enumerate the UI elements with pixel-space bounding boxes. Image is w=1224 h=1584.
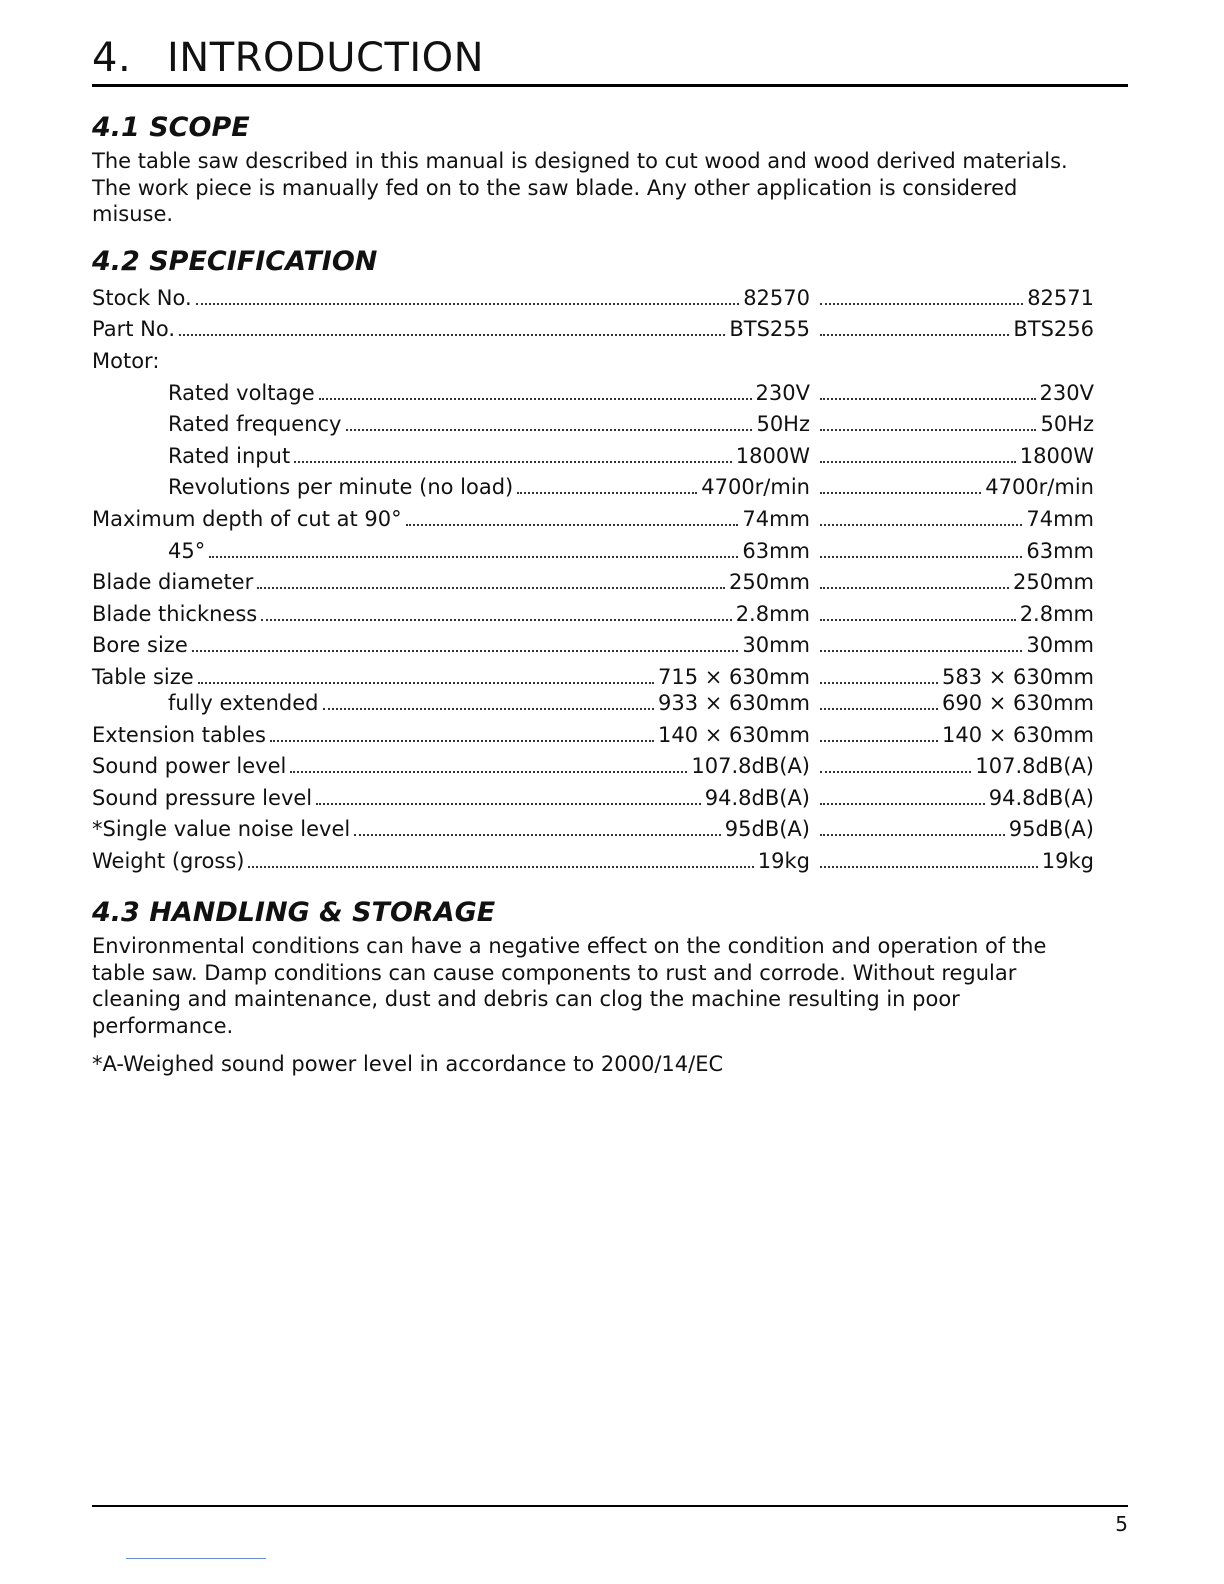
spec-row-rated-frequency [92,412,1094,442]
spec-value-82571: 30mm [1026,633,1094,657]
handling-line: Environmental conditions can have a negative effect on the condition and operation of the [92,934,1047,958]
spec-value-82571: 583 × 630mm [941,665,1094,689]
spec-value-82570: 1800W [735,444,810,468]
spec-label: Sound power level [92,754,290,778]
spec-value-82570: 107.8dB(A) [691,754,810,778]
spec-row-bore-size [92,633,1094,663]
spec-value-82571: 230V [1039,381,1094,405]
spec-value-82571: 2.8mm [1019,602,1094,626]
spec-label: Rated frequency [92,412,346,436]
footnote: *A-Weighed sound power level in accordance to 2000/14/EC [92,1052,724,1076]
spec-value-82571: 1800W [1019,444,1094,468]
spec-row-table-size-extended [92,691,1094,721]
spec-row-weight [92,849,1094,879]
footer-divider [92,1505,1128,1507]
spec-value-82570: 82570 [743,286,810,310]
spec-label: Stock No. [92,286,196,310]
spec-value-82571: 140 × 630mm [941,723,1094,747]
spec-row-max-depth-90 [92,507,1094,537]
spec-label: Motor: [92,349,163,373]
blue-line-decoration [126,1558,266,1559]
spec-label: Rated voltage [92,381,319,405]
spec-value-82571: 50Hz [1040,412,1094,436]
spec-row-extension-tables [92,723,1094,753]
chapter-number: 4. [92,35,132,81]
spec-label: Sound pressure level [92,786,316,810]
chapter-title: INTRODUCTION [167,35,485,81]
spec-value-82570: 94.8dB(A) [704,786,810,810]
spec-value-82571: 250mm [1013,570,1094,594]
scope-line: The work piece is manually fed on to the saw blade. Any other application is considered [92,175,1018,200]
spec-value-82570: 715 × 630mm [657,665,810,689]
spec-label: Rated input [92,444,294,468]
spec-row-rpm [92,475,1094,505]
spec-value-82571: 690 × 630mm [941,691,1094,715]
spec-label: Blade thickness [92,602,261,626]
scope-line: misuse. [92,202,174,226]
spec-row-max-depth-45 [92,539,1094,569]
spec-value-82571: 63mm [1026,539,1094,563]
spec-value-82570: 19kg [757,849,810,873]
scope-line: The table saw described in this manual is designed to cut wood and wood derived materials. [92,149,1068,173]
spec-label: Weight (gross) [92,849,248,873]
spec-value-82570: 95dB(A) [724,817,810,841]
handling-line: cleaning and maintenance, dust and debris can clog the machine resulting in poor [92,987,960,1011]
spec-value-82570: 250mm [729,570,810,594]
spec-value-82571: 4700r/min [985,475,1094,499]
spec-label: Table size [92,665,198,689]
spec-label: fully extended [92,691,323,715]
spec-value-82570: 933 × 630mm [657,691,810,715]
scope-heading: 4.1 SCOPE [92,112,250,143]
spec-value-82571: 94.8dB(A) [988,786,1094,810]
spec-value-82570: 50Hz [756,412,810,436]
handling-heading: 4.3 HANDLING & STORAGE [92,897,496,928]
spec-value-82570: 2.8mm [735,602,810,626]
spec-value-82570: 74mm [742,507,810,531]
spec-row-rated-input [92,444,1094,474]
spec-value-82571: 95dB(A) [1008,817,1094,841]
spec-label: Bore size [92,633,192,657]
spec-label: Maximum depth of cut at 90° [92,507,406,531]
spec-value-82570: 230V [755,381,810,405]
spec-row-sound-pressure [92,786,1094,816]
spec-value-82571: BTS256 [1013,317,1094,341]
spec-row-blade-diameter [92,570,1094,600]
spec-label: Part No. [92,317,179,341]
spec-label: 45° [92,539,209,563]
title-divider [92,84,1128,87]
spec-value-82571: 107.8dB(A) [975,754,1094,778]
spec-row-stock-no [92,286,1094,316]
spec-row-motor [92,349,1094,379]
spec-label: Extension tables [92,723,270,747]
spec-value-82571: 74mm [1026,507,1094,531]
spec-value-82570: 30mm [742,633,810,657]
spec-row-rated-voltage [92,381,1094,411]
handling-paragraph [92,933,1132,1039]
spec-value-82570: 4700r/min [701,475,810,499]
scope-paragraph [92,148,1132,228]
handling-line: performance. [92,1013,234,1038]
handling-line: table saw. Damp conditions can cause components to rust and corrode. Without regular [92,960,1017,985]
spec-label: Blade diameter [92,570,257,594]
page-number: 5 [1115,1512,1128,1536]
spec-label: *Single value noise level [92,817,354,841]
spec-label: Revolutions per minute (no load) [92,475,517,499]
specification-heading: 4.2 SPECIFICATION [92,246,378,277]
spec-value-82571: 19kg [1041,849,1094,873]
spec-value-82570: 140 × 630mm [657,723,810,747]
page-title [92,32,484,84]
spec-value-82570: 63mm [742,539,810,563]
spec-row-noise-level [92,817,1094,847]
spec-row-sound-power [92,754,1094,784]
spec-row-blade-thickness [92,602,1094,632]
spec-value-82571: 82571 [1027,286,1094,310]
spec-value-82570: BTS255 [729,317,810,341]
spec-row-part-no [92,317,1094,347]
